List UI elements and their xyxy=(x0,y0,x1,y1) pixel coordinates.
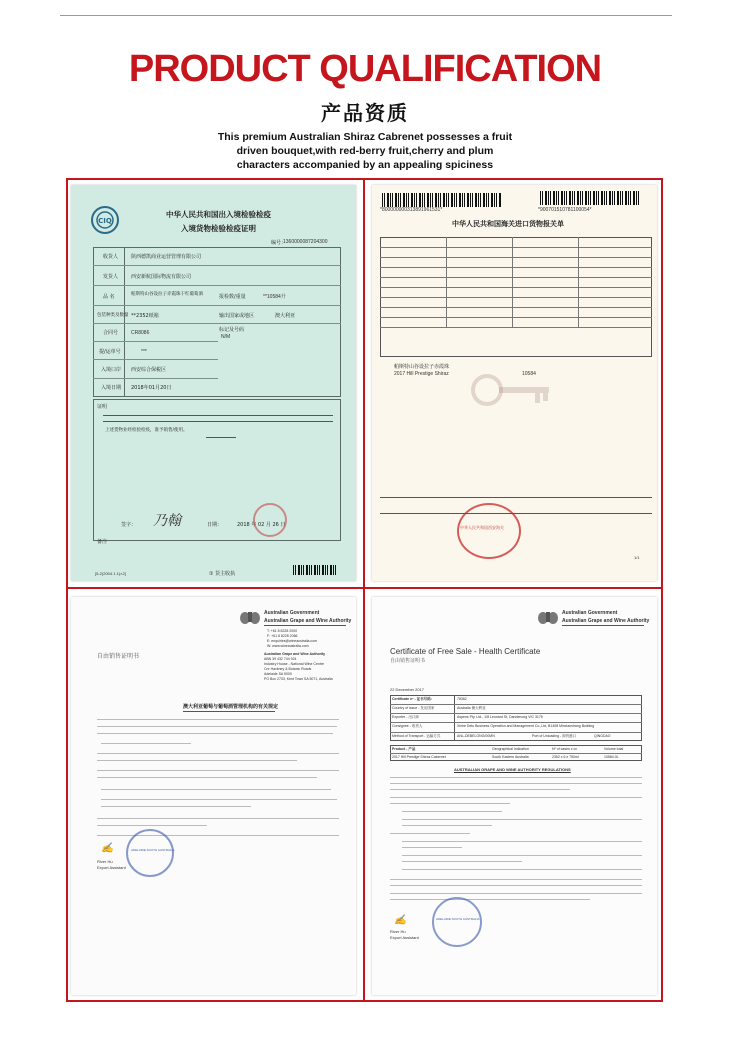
text-line xyxy=(390,893,642,894)
product-header: Product - 产品 xyxy=(392,747,416,751)
contact-line: E: enquiries@wineaustralia.com xyxy=(267,639,318,643)
regulations-heading: AUSTRALIAN GRAPE AND WINE AUTHORITY REGULATIONS xyxy=(454,767,571,772)
signer-title: Export Assistant xyxy=(390,935,419,940)
text-line xyxy=(402,861,522,862)
table-row xyxy=(380,287,652,288)
row-label: 包装种类及数量 xyxy=(97,313,129,318)
letter-heading: 澳大利亚葡萄与葡萄酒管理机构的有关规定 xyxy=(183,704,279,710)
certificate-title: Certificate of Free Sale - Health Certificate xyxy=(390,647,541,656)
certificate-date: 22 December 2017 xyxy=(390,687,425,692)
text-line xyxy=(390,879,642,880)
text-line xyxy=(402,847,462,848)
row-value: **2352纸箱 xyxy=(131,313,159,319)
date-label: 日期： xyxy=(207,522,223,528)
page-title: PRODUCT QUALIFICATION xyxy=(128,48,602,90)
table-row xyxy=(380,327,652,328)
field-label: Exporter - 出口商 xyxy=(392,715,419,719)
cert-number-label: 编号： xyxy=(271,240,287,246)
description-line: characters accompanied by an appealing spiciness xyxy=(236,159,494,171)
text-line xyxy=(402,841,642,842)
table-row xyxy=(380,277,652,278)
row-divider xyxy=(93,359,218,360)
form-code: [5-2(2004.1.1)×2] xyxy=(95,571,126,576)
page-mark: 1/1 xyxy=(634,555,640,560)
row-value: 2018年01月20日 xyxy=(131,385,172,391)
weight-label: 报检数/重量 xyxy=(219,294,246,300)
text-line xyxy=(101,743,191,744)
field-label: Certificate nº - 证书号码: xyxy=(392,697,432,701)
heading-underline xyxy=(183,711,275,712)
mark-value: N/M xyxy=(221,334,231,340)
australia-crest-icon xyxy=(537,609,559,625)
row-label: 发货人 xyxy=(103,274,119,280)
side-title: 自由销售证明书 xyxy=(97,653,140,660)
row-divider xyxy=(93,341,218,342)
row-divider xyxy=(93,265,341,266)
copy-note: ① 货主收执 xyxy=(209,571,236,577)
product-header: Volume total xyxy=(604,747,624,751)
field-value: Aspens Pty. Ltd., 1/8 Leonard St, Dandenong VIC 3175 xyxy=(457,715,543,719)
text-line xyxy=(97,825,207,826)
table-row xyxy=(380,247,652,248)
row-label: 提/运单号 xyxy=(99,349,121,355)
table-column-divider xyxy=(454,695,455,741)
field-label: Consignee - 收货人 xyxy=(392,724,423,728)
government-name: Australian Government xyxy=(264,610,320,616)
field-value: ANL-DEBELONG/00MN xyxy=(457,734,495,738)
text-line xyxy=(390,899,590,900)
field-value: 78362 xyxy=(457,697,467,701)
signer-title: Export Assistant xyxy=(97,865,126,870)
header-rule xyxy=(264,625,346,626)
handwritten-signature: ✍ xyxy=(101,843,114,854)
product-cell: 10584.0L xyxy=(604,755,619,759)
table-row xyxy=(390,753,642,754)
government-name: Australian Government xyxy=(562,610,618,616)
customs-seal-text: 中华人民共和国西安海关 xyxy=(460,525,504,530)
field-label: Country of issue - 发出国家 xyxy=(392,706,435,710)
table-row xyxy=(380,257,652,258)
text-line xyxy=(390,833,470,834)
row-label: 合同号 xyxy=(103,330,119,336)
product-cell: South Eastern Australia xyxy=(492,755,529,759)
text-line xyxy=(402,811,502,812)
text-line xyxy=(101,789,331,790)
proof-line xyxy=(103,421,333,422)
text-line xyxy=(390,885,642,886)
authority-seal-icon xyxy=(432,897,482,947)
text-line xyxy=(390,777,642,778)
footer-line xyxy=(380,497,652,498)
table-row xyxy=(380,297,652,298)
barcode-icon xyxy=(382,193,502,207)
certificate-title-cn: 自由销售证明书 xyxy=(390,658,426,664)
address-line: Industry House - National Wine Centre xyxy=(264,662,324,666)
cert-heading-2: 入境货物检验检疫证明 xyxy=(181,224,256,233)
text-line xyxy=(97,726,337,727)
proof-text: 上述货物业经检验检疫，准予销售/使用。 xyxy=(105,428,188,433)
table-row xyxy=(380,317,652,318)
top-divider xyxy=(60,15,672,16)
date-value: 2018 年 02 月 26 日 xyxy=(237,522,286,528)
port-value: QINGDAO xyxy=(594,734,611,738)
ciq-logo-icon xyxy=(90,205,120,235)
row-value: *** xyxy=(141,349,147,355)
barcode-number-2: *900701510781100054* xyxy=(538,207,592,213)
origin-value: 澳大利亚 xyxy=(275,313,296,319)
weight-value: **10584升 xyxy=(263,294,286,300)
contact-line: T: +61 8 8228 2000 xyxy=(267,629,298,633)
table-row xyxy=(390,704,642,705)
row-divider xyxy=(93,305,341,306)
field-value: Australia 澳大利亚 xyxy=(457,706,486,710)
product-cell: 2017 Hill Prestige Shiraz Cabernet xyxy=(392,755,446,759)
address-line: ABN 39 432 744 924 xyxy=(264,657,297,661)
table-column-divider xyxy=(578,237,579,327)
table-row xyxy=(390,713,642,714)
seal-text: ADELAIDE SOUTH AUSTRALIA xyxy=(436,917,480,921)
goods-name-en: 2017 Hill Prestige Shiraz xyxy=(394,371,449,377)
address-line: PO Box 2733, Kent Town SA 5071, Australia xyxy=(264,677,333,681)
text-line xyxy=(402,869,642,870)
goods-qty: 10584 xyxy=(522,371,536,377)
text-line xyxy=(402,819,642,820)
grid-vertical-divider xyxy=(363,178,365,1002)
text-line xyxy=(101,799,337,800)
barcode-number: *800000000313891961531* xyxy=(380,207,443,213)
svg-text:CIQ: CIQ xyxy=(98,217,112,225)
inspection-certificate xyxy=(71,185,356,581)
product-description xyxy=(195,130,535,172)
proof-line xyxy=(103,415,333,416)
text-line xyxy=(101,806,251,807)
official-seal-icon xyxy=(253,503,287,537)
handwritten-signature: 乃翰 xyxy=(153,513,181,529)
authority-regulations-letter xyxy=(71,597,356,995)
product-cell: 2352 x 6 x 750ml xyxy=(552,755,579,759)
text-line xyxy=(97,760,297,761)
proof-line xyxy=(206,437,236,438)
field-value: Xinhe Delu Business Operation and Management Co.,Ltd, B1408 Minxianshang Building xyxy=(457,724,595,728)
contact-line: F: +61 8 8228 2066 xyxy=(267,634,298,638)
authority-name: Australian Grape and Wine Authority xyxy=(562,618,650,624)
address-line: Adelaide SA 5000 xyxy=(264,672,292,676)
product-header: Geographical Indication xyxy=(492,747,529,751)
row-label: 入境日期 xyxy=(101,385,122,391)
table-row xyxy=(380,307,652,308)
cert-number: 1360000087204300 xyxy=(283,239,328,245)
port-label: Port of Unloading - 卸货港口 xyxy=(532,734,577,738)
header-rule xyxy=(562,625,644,626)
origin-label: 输出国家或地区 xyxy=(219,313,255,319)
table-row xyxy=(390,722,642,723)
customs-seal-icon xyxy=(457,503,521,559)
page-subtitle-cn: 产品资质 xyxy=(321,101,409,125)
sign-label: 签字： xyxy=(121,522,137,528)
proof-label: 证明 xyxy=(97,404,108,410)
text-line xyxy=(402,855,642,856)
cert-table xyxy=(93,247,341,397)
table-column-divider xyxy=(512,237,513,327)
authority-seal-icon xyxy=(126,829,174,877)
free-sale-certificate xyxy=(372,597,657,995)
row-divider xyxy=(93,323,341,324)
table-row xyxy=(390,732,642,733)
remark-label: 备注 xyxy=(97,539,108,545)
contact-line: W: www.wineaustralia.com xyxy=(267,644,309,648)
address-line: Cnr Hackney & Botanic Roads xyxy=(264,667,312,671)
text-line xyxy=(97,753,339,754)
signer-name: River Hu xyxy=(390,929,406,934)
row-divider xyxy=(93,285,341,286)
australia-crest-icon xyxy=(239,609,261,625)
row-value: 西安综合保税区 xyxy=(131,367,167,373)
row-label: 品 名 xyxy=(103,294,115,300)
row-value: CR8086 xyxy=(131,330,150,336)
text-line xyxy=(97,719,339,720)
text-line xyxy=(97,733,333,734)
text-line xyxy=(390,803,510,804)
watermark-key-icon xyxy=(467,360,557,420)
address-line: Australian Grape and Wine Authority xyxy=(264,652,326,656)
text-line xyxy=(390,783,642,784)
barcode-icon xyxy=(540,191,640,205)
row-label: 收货人 xyxy=(103,254,119,260)
footer-line xyxy=(380,513,652,514)
text-line xyxy=(402,825,492,826)
barcode-icon xyxy=(293,565,338,575)
row-divider xyxy=(93,378,218,379)
text-line xyxy=(97,770,339,771)
description-line: This premium Australian Shiraz Cabrenet possesses a fruit xyxy=(217,131,513,143)
row-value: 陕西德凯商业运营管理有限公司 xyxy=(131,254,202,260)
declaration-heading: 中华人民共和国海关进口货物报关单 xyxy=(452,220,564,228)
row-value: 西安新航国际物流有限公司 xyxy=(131,274,192,280)
handwritten-signature: ✍ xyxy=(394,915,407,926)
description-line: driven bouquet,with red-berry fruit,cherry and plum xyxy=(236,145,494,157)
table-row xyxy=(380,267,652,268)
text-line xyxy=(97,777,317,778)
seal-text: ADELAIDE SOUTH AUSTRALIA xyxy=(131,848,175,852)
row-label: 入境口岸 xyxy=(101,367,122,373)
customs-declaration xyxy=(372,185,657,581)
cert-heading-1: 中华人民共和国出入境检验检疫 xyxy=(166,210,271,219)
text-line xyxy=(390,797,642,798)
cert-label-column xyxy=(93,247,125,397)
row-value: 帕斯特山谷设拉子赤霞珠干红葡萄酒 xyxy=(131,292,203,297)
product-header: Nº of cases x cc xyxy=(552,747,578,751)
mark-label: 标记及号码 xyxy=(219,327,245,333)
text-line xyxy=(390,789,570,790)
authority-name: Australian Grape and Wine Authority xyxy=(264,618,352,624)
goods-name-cn: 帕斯特山谷设拉子赤霞珠 xyxy=(394,364,450,370)
signer-name: River Hu xyxy=(97,859,113,864)
text-line xyxy=(97,818,339,819)
table-column-divider xyxy=(446,237,447,327)
field-label: Method of Transport - 运输方式 xyxy=(392,734,441,738)
